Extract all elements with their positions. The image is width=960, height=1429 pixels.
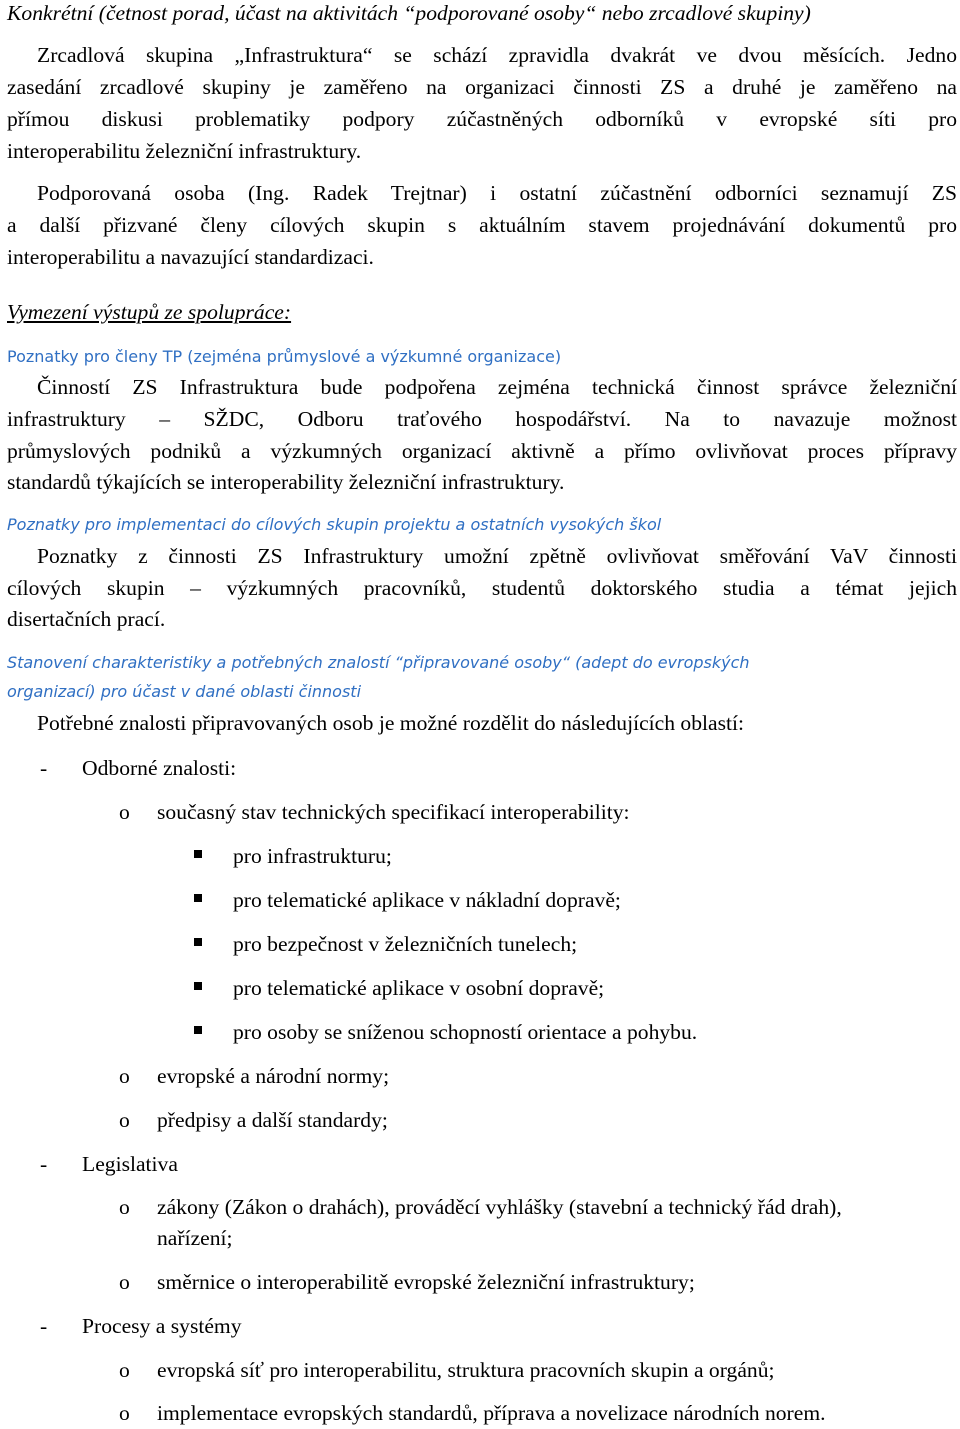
sub1-line-4: standardů týkajících se interoperability železniční infrastruktury. [7,470,565,494]
o-bullet: o [119,1108,130,1132]
sub1-heading: Poznatky pro členy TP (zejména průmyslové a výzkumné organizace) [7,347,562,366]
square-bullet [194,1026,202,1034]
square-bullet [194,850,202,858]
header-italic-line: Konkrétní (četnost porad, účast na aktivitách “podporované osoby“ nebo zrcadlové skupiny) [7,1,811,25]
section-title: Vymezení výstupů ze spolupráce: [7,300,292,324]
para1-line-4: interoperabilitu železniční infrastruktury. [7,139,362,163]
group1-o1: současný stav technických specifikací interoperability: [157,800,630,824]
sub2-heading: Poznatky pro implementaci do cílových skupin projektu a ostatních vysokých škol [7,515,662,534]
square-item-4: pro telematické aplikace v osobní dopravě; [233,976,605,1000]
group2-label: Legislativa [82,1152,178,1176]
square-item-2: pro telematické aplikace v nákladní dopravě; [233,888,621,912]
sub2-line-3: disertačních prací. [7,607,166,631]
square-item-3: pro bezpečnost v železničních tunelech; [233,932,578,956]
list-dash: - [40,1152,48,1176]
group2-o1-line-1: zákony (Zákon o drahách), prováděcí vyhlášky (stavební a technický řád drah), [157,1195,842,1219]
square-bullet [194,982,202,990]
para2-line-3: interoperabilitu a navazující standardizaci. [7,245,374,269]
list-dash: - [40,1314,48,1338]
para1-line-2: zasedání zrcadlové skupiny je zaměřeno na organizaci činnosti ZS a druhé je zaměřeno na [7,75,957,99]
group3-o1: evropská síť pro interoperabilitu, struktura pracovních skupin a orgánů; [157,1358,775,1382]
group2-o1-line-2: nařízení; [157,1226,233,1250]
sub2-line-1: Poznatky z činnosti ZS Infrastruktury umožní zpětně ovlivňovat směřování VaV činnosti [37,544,957,568]
square-item-1: pro infrastrukturu; [233,844,392,868]
square-item-5: pro osoby se sníženou schopností orientace a pohybu. [233,1020,698,1044]
para2-line-2: a další přizvané členy cílových skupin s aktuálním stavem projednávání dokumentů pro [7,213,957,237]
sub1-line-1: Činností ZS Infrastruktura bude podpořena zejména technická činnost správce železniční [37,375,957,399]
group1-o2: evropské a národní normy; [157,1064,390,1088]
o-bullet: o [119,1064,130,1088]
para1-line-3: přímou diskusi problematiky podpory zúčastněných odborníků v evropské síti pro [7,107,957,131]
group3-o2: implementace evropských standardů, příprava a novelizace národních norem. [157,1401,826,1425]
sub3-heading-line-2: organizací) pro účast v dané oblasti činnosti [7,682,362,701]
o-bullet: o [119,1358,130,1382]
group1-label: Odborné znalosti: [82,756,237,780]
sub1-line-3: průmyslových podniků a výzkumných organizací aktivně a přímo ovlivňovat proces přípravy [7,439,957,463]
sub1-line-2: infrastruktury – SŽDC, Odboru traťového hospodářství. Na to navazuje možnost [7,407,957,431]
sub2-line-2: cílových skupin – výzkumných pracovníků, studentů doktorského studia a témat jejich [7,576,957,600]
square-bullet [194,894,202,902]
sub3-intro: Potřebné znalosti připravovaných osob je možné rozdělit do následujících oblastí: [37,711,745,735]
group3-label: Procesy a systémy [82,1314,242,1338]
o-bullet: o [119,1270,130,1294]
para2-line-1: Podporovaná osoba (Ing. Radek Trejtnar) i ostatní zúčastnění odborníci seznamují ZS [37,181,957,205]
list-dash: - [40,756,48,780]
para1-line-1: Zrcadlová skupina „Infrastruktura“ se schází zpravidla dvakrát ve dvou měsících. Jedno [37,43,957,67]
group2-o2: směrnice o interoperabilitě evropské železniční infrastruktury; [157,1270,695,1294]
o-bullet: o [119,1195,130,1219]
group1-o3: předpisy a další standardy; [157,1108,388,1132]
square-bullet [194,938,202,946]
sub3-heading-line-1: Stanovení charakteristiky a potřebných znalostí “připravované osoby“ (adept do evropských [7,653,750,672]
o-bullet: o [119,1401,130,1425]
o-bullet: o [119,800,130,824]
